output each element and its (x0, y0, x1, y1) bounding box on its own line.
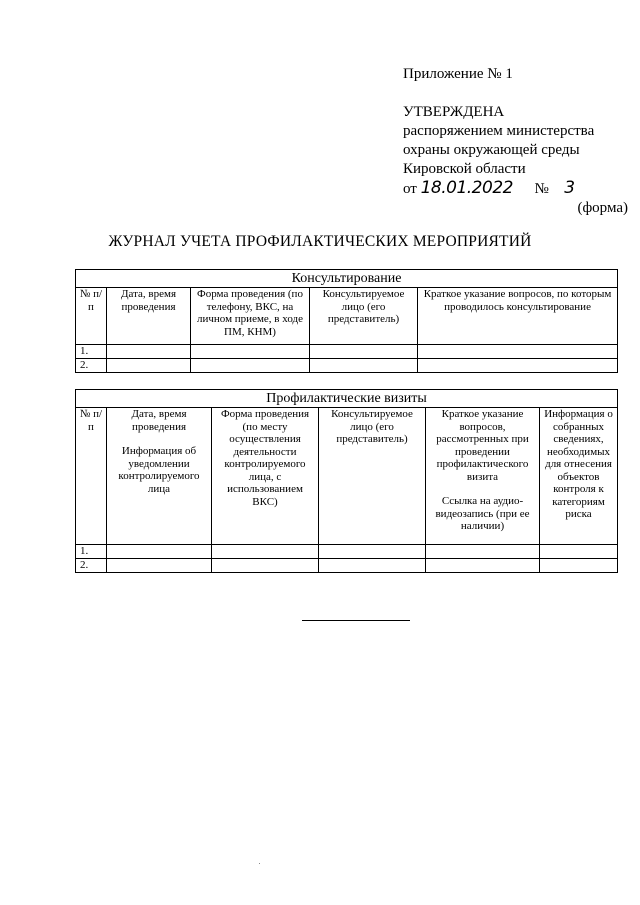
approved-label: УТВЕРЖДЕНА (403, 104, 505, 120)
table-row (76, 345, 618, 359)
table-cell (426, 559, 540, 573)
column-header-info: Информация о собранных сведениях, необходимых для отнесения объектов контроля к категориям риска (540, 408, 618, 545)
column-header-issues-title: Краткое указание вопросов, рассмотренных при проведении профилактического визита (436, 408, 529, 483)
table-cell (540, 559, 618, 573)
table-cell (426, 545, 540, 559)
table-cell (310, 345, 418, 359)
number-prefix: № (534, 181, 549, 197)
table-cell (212, 559, 319, 573)
approved-by-line-2: охраны окружающей среды (403, 142, 580, 158)
number-value: 3 (564, 178, 575, 198)
table-cell (319, 559, 426, 573)
visits-section-title: Профилактические визиты (76, 390, 618, 408)
row-number: 1. (76, 345, 107, 359)
column-header-date (107, 408, 212, 545)
table-cell (107, 345, 191, 359)
table-row (76, 359, 618, 373)
table-cell (107, 359, 191, 373)
date-prefix: от (403, 181, 417, 197)
column-header-issues (426, 408, 540, 545)
table-cell (191, 345, 310, 359)
approval-date-line (403, 179, 594, 199)
column-header-number: № п/п (76, 408, 107, 545)
approval-block (403, 103, 594, 199)
column-header-date: Дата, время проведения (107, 288, 191, 345)
column-header-number: № п/п (76, 288, 107, 345)
table-cell (418, 345, 618, 359)
column-header-date-note: Информация об уведомлении контролируемого лица (118, 445, 200, 495)
table-cell (418, 359, 618, 373)
column-header-form: Форма проведения (по телефону, ВКС, на личном приеме, в ходе ПМ, КНМ) (191, 288, 310, 345)
journal-title: ЖУРНАЛ УЧЕТА ПРОФИЛАКТИЧЕСКИХ МЕРОПРИЯТИЙ (108, 233, 532, 250)
table-cell (540, 545, 618, 559)
table-cell (191, 359, 310, 373)
row-number: 1. (76, 545, 107, 559)
column-header-person: Консультируемое лицо (его представитель) (319, 408, 426, 545)
column-header-issues: Краткое указание вопросов, по которым проводилось консультирование (418, 288, 618, 345)
consulting-section-title: Консультирование (76, 270, 618, 288)
column-header-date-title: Дата, время проведения (131, 408, 187, 433)
row-number: 2. (76, 359, 107, 373)
table-cell (319, 545, 426, 559)
visits-table (75, 389, 618, 573)
column-header-form: Форма проведения (по месту осуществления деятельности контролируемого лица, с использованием ВКС) (212, 408, 319, 545)
approved-by-line-1: распоряжением министерства (403, 123, 595, 139)
table-cell (107, 545, 212, 559)
approved-by-line-3: Кировской области (403, 161, 526, 177)
appendix-label: Приложение № 1 (403, 66, 513, 82)
table-cell (310, 359, 418, 373)
date-value: 18.01.2022 (420, 178, 513, 198)
table-row (76, 545, 618, 559)
column-header-person: Консультируемое лицо (его представитель) (310, 288, 418, 345)
closing-divider (302, 620, 410, 621)
table-cell (107, 559, 212, 573)
scan-speck (259, 863, 260, 864)
column-header-issues-note: Ссылка на аудио-видеозапись (при ее наличии) (435, 495, 530, 532)
table-row (76, 559, 618, 573)
consulting-table (75, 269, 618, 373)
form-mark: (форма) (577, 200, 628, 216)
table-cell (212, 545, 319, 559)
row-number: 2. (76, 559, 107, 573)
